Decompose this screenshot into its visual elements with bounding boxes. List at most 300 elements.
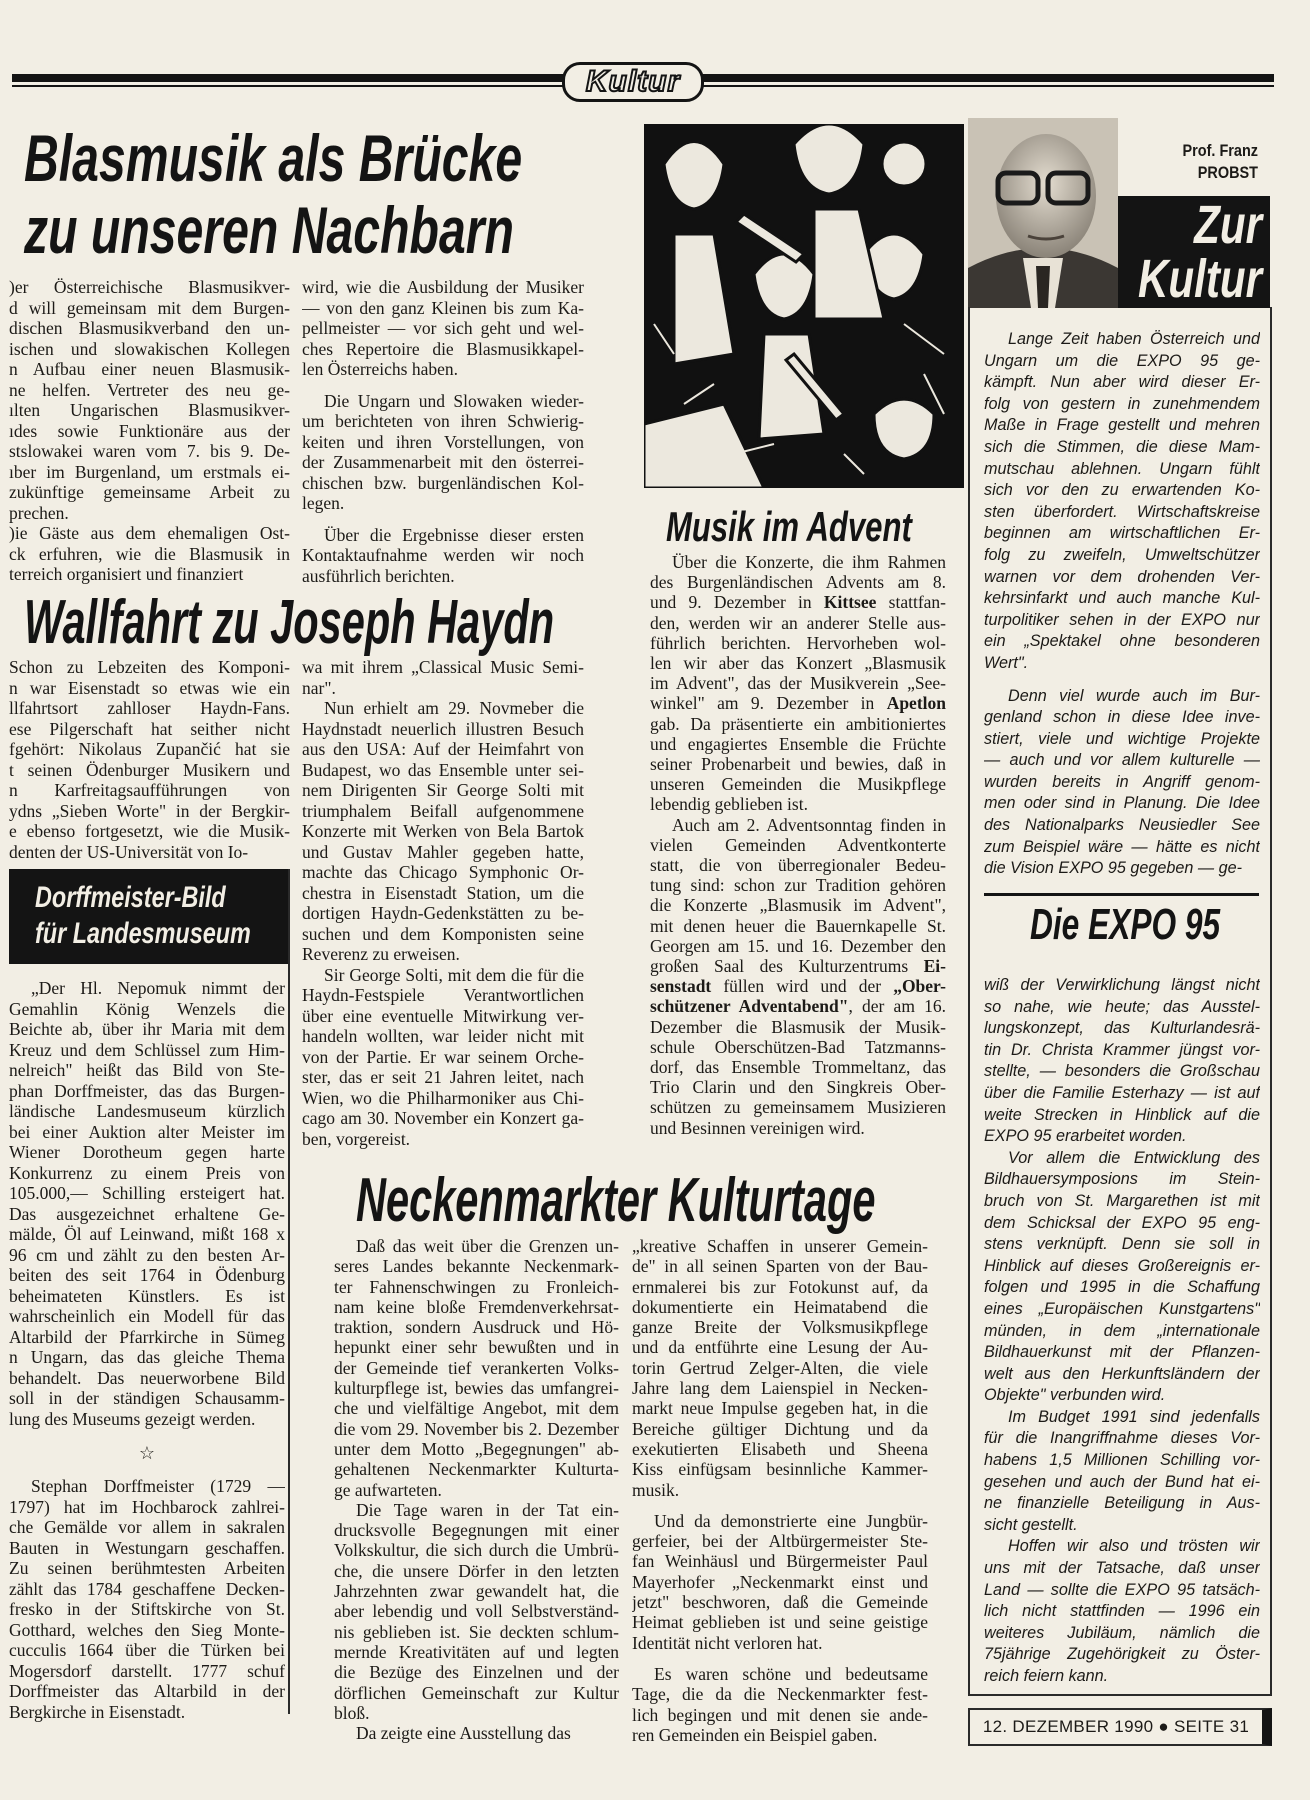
text-line: die Vision EXPO 95 gegeben — ge- <box>984 859 1242 878</box>
text-line: gerfeier, bei der Altbürgermeister Ste- <box>632 1531 928 1552</box>
text-line: bei einer Auktion alter Meister im <box>9 1121 285 1142</box>
text-line: n Aufbau einer neuen Blasmusik- <box>9 359 290 379</box>
paragraph <box>302 698 584 965</box>
text-line: behandelt. Das neuerworbene Bild <box>9 1367 285 1388</box>
bold-place-name: „Ober- <box>893 976 946 997</box>
text-line: cucculis 1664 über die Türken bei <box>9 1640 285 1660</box>
text-line: sicht gestellt. <box>984 1515 1078 1534</box>
text-line: che Gemälde vor allem in sakralen <box>9 1517 285 1537</box>
star-separator-icon: ☆ <box>138 1443 156 1463</box>
text-line: Kiss einfügsam besinnliche Kammer- <box>632 1459 928 1480</box>
wallfahrt-column-1 <box>9 657 290 862</box>
text-line: dorf, das Ensemble Trommeltanz, das <box>650 1057 946 1078</box>
text-line: n Ungarn, das das gleiche Thema <box>9 1347 285 1367</box>
text-line: Konkurrenz zu einem Preis von <box>9 1162 285 1183</box>
blasmusik-column-1 <box>9 277 290 585</box>
headline-line: Dorffmeister-Bild <box>35 881 226 914</box>
text-line: Stephan Dorffmeister (1729 — <box>31 1476 285 1496</box>
text-line: turpolitiker sehen in der EXPO nur <box>984 610 1260 629</box>
paragraph <box>984 686 1260 880</box>
text-line: nem Dirigenten Sir George Solti mit <box>302 780 584 800</box>
paragraph <box>334 1236 619 1500</box>
headline-dorffmeister <box>9 869 288 964</box>
headline-blasmusik <box>24 122 522 266</box>
text-line: Lange Zeit haben Österreich und <box>1008 330 1260 348</box>
text-line: Land — sollte die EXPO 95 tatsäch- <box>984 1580 1260 1599</box>
text-line: im Advent", das der Musikverein „See- <box>650 673 946 694</box>
dorffmeister-body <box>9 978 285 1722</box>
text-line: aus den USA: Auf der Heimfahrt von <box>302 739 584 759</box>
author-byline <box>1141 140 1258 184</box>
text-line: führlich berichten. Hervorheben wol- <box>650 632 946 653</box>
text-line: Vor allem die Entwicklung des <box>1008 1148 1260 1167</box>
text-line: Es waren schöne und bedeutsame <box>654 1663 928 1684</box>
text-line: jetzt" beschworen, daß die Gemeinde <box>632 1592 928 1613</box>
text-line: Bergkirche in Eisenstadt. <box>9 1701 186 1722</box>
text-line: warnen vor dem drohenden Ver- <box>984 567 1260 586</box>
headline-wallfahrt: Wallfahrt zu Joseph Haydn <box>24 588 555 657</box>
text-line: drucksvolle Begegnungen mit einer <box>334 1520 619 1541</box>
text-line: wird, wie die Ausbildung der Musiker <box>302 277 584 297</box>
text-line: Haydn-Festspiele Verantwortlichen <box>302 985 584 1005</box>
text-line: uns mit der Tatsache, daß unser <box>984 1559 1260 1578</box>
text-line: tin Dr. Christa Krammer jüngst vor- <box>984 1040 1260 1059</box>
text-line: Bereiche gültiger Dichtung und da <box>632 1418 928 1439</box>
text-line: Auch am 2. Adventsonntag finden in <box>672 814 946 835</box>
text-line: nelreich" heißt das Bild von Ste- <box>9 1060 285 1080</box>
text-line: ster, das er seit 21 Jahren leitet, nach <box>302 1067 584 1087</box>
text-line: die Konzerte „Blasmusik im Advent", <box>650 895 946 916</box>
text-line: Heimat geblieben ist und seine geistige <box>632 1612 928 1633</box>
text-line: chestra in Eisenstadt Station, um die <box>302 882 584 903</box>
text-line: bloß. <box>334 1702 370 1723</box>
text-line: Trio Clarin und den Singkreis Ober- <box>650 1077 946 1098</box>
text-line: folg von gestern in zunehmendem <box>984 394 1260 413</box>
text-line: ischen und slowakischen Kollegen <box>9 338 290 359</box>
text-line: sich die Stimmen, die diese Mam- <box>984 437 1260 456</box>
text-line: Gotthard, welches den Sieg Monte- <box>9 1619 285 1640</box>
text-line: 75jährige Zugehörigkeit zu Öster- <box>984 1645 1260 1664</box>
text-line: Beichte ab, über ihr Maria mit dem <box>9 1019 285 1039</box>
woodcut-musicians-image <box>644 124 964 488</box>
text-line: ydns „Sieben Worte" in der Bergkir- <box>9 800 290 821</box>
text-line: und 9. Dezember in Kittsee stattfan- <box>650 592 946 613</box>
text-line: fan Weinhäusl und Bürgermeister Paul <box>632 1551 928 1572</box>
paragraph <box>650 552 946 815</box>
text-line: wurden bereits in Angriff genom- <box>984 772 1260 791</box>
text-line: aber lebendig und voll Selbstverständ- <box>334 1601 619 1622</box>
text-line: Daß das weit über die Grenzen un- <box>356 1236 619 1256</box>
paragraph <box>9 523 290 585</box>
text-line: schützener Adventabend", der am 16. <box>650 996 946 1017</box>
text-line: prechen. <box>9 502 69 523</box>
bold-place-name: Apetlon <box>886 693 946 714</box>
paragraph <box>984 1536 1260 1687</box>
column-title-line: Zur <box>1194 195 1262 255</box>
headline-neckenmarkter: Neckenmarkter Kulturtage <box>356 1166 876 1235</box>
text-line: schützen zu gemeinsamem Musizieren <box>650 1097 946 1118</box>
paragraph <box>302 525 584 587</box>
paragraph <box>650 815 946 1138</box>
headline-line: für Landesmuseum <box>35 917 251 950</box>
bold-place-name: Kittsee <box>823 592 877 613</box>
text-line: tung sind: schon zur Tradition gehören <box>650 875 946 896</box>
headline-line: Blasmusik als Brücke <box>24 121 523 195</box>
paragraph <box>9 1476 285 1722</box>
text-line: ge aufwarteten. <box>334 1479 442 1500</box>
text-line: Wert". <box>984 653 1029 672</box>
text-line: Nun erhielt am 29. Novmeber die <box>324 698 584 718</box>
section-logo <box>562 62 704 102</box>
text-line: ne helfen. Vertreter des neu ge- <box>9 379 290 400</box>
text-line: wahrscheinlich ein Modell für das <box>9 1306 285 1326</box>
text-line: ıber im Burgenland, um erstmals ei- <box>9 461 290 482</box>
text-line: ck erfuhren, wie die Blasmusik in <box>9 543 290 564</box>
paragraph <box>302 277 584 380</box>
text-line: Schon zu Lebzeiten des Komponi- <box>9 657 290 677</box>
text-line: lebendig geblieben ist. <box>650 794 808 815</box>
text-line: hepunkt einer sehr bewußten und in <box>334 1337 619 1358</box>
text-line: legen. <box>302 493 345 513</box>
text-line: für die Inangriffnahme dieses Vor- <box>984 1429 1260 1448</box>
bold-place-name: Ei- <box>923 956 946 977</box>
text-line: um berichteten von ihren Schwierig- <box>302 411 584 431</box>
text-line: dischen Blasmusikverband den un- <box>9 318 290 338</box>
text-line: men oder sind in Planung. Die Idee <box>984 794 1260 813</box>
text-line: dörflichen Gemeinschaft zur Kultur <box>334 1682 619 1703</box>
text-line: Bildhauerkunst mit der Pflanzen- <box>984 1343 1260 1362</box>
paragraph <box>9 277 290 523</box>
text-line: gesehen und auch der Bund hat ei- <box>984 1472 1260 1491</box>
text-line: fgehört: Nikolaus Zupančić hat sie <box>9 739 290 759</box>
text-line: lungskonzept, das Kulturlandesrä- <box>984 1019 1260 1038</box>
paragraph <box>302 391 584 514</box>
text-line: winkel" am 9. Dezember in Apetlon <box>650 693 946 714</box>
text-line: über die Familie Esterhazy — ist auf <box>984 1083 1260 1102</box>
text-line: beiten des seit 1764 in Ödenburg <box>9 1265 285 1285</box>
paragraph <box>334 1500 619 1723</box>
text-line: Die Tage waren in der Tat ein- <box>356 1499 619 1520</box>
text-line: n Karfreitagsaufführungen von <box>9 780 290 800</box>
text-line: eines „Europäischen Kunstgartens" <box>984 1299 1260 1318</box>
paragraph <box>984 975 1260 1148</box>
text-line: so nahe, wie heute; das Ausstel- <box>984 997 1260 1016</box>
text-line: beheimateten Künstlers. Es ist <box>9 1285 285 1306</box>
text-line: ein „Spektakel ohne besonderen <box>984 632 1260 651</box>
text-line: Dorffmeister das Altarbild in der <box>9 1681 285 1701</box>
text-line: Denn viel wurde auch im Bur- <box>1008 686 1260 705</box>
text-line: von der Partie. Er war seinem Orche- <box>302 1046 584 1067</box>
bold-place-name: schützener Adventabend" <box>650 996 849 1017</box>
text-line: ländische Landesmuseum kürzlich <box>9 1101 285 1121</box>
author-portrait-photo <box>968 118 1118 308</box>
text-line: torin Gertrud Zelger-Alten, die viele <box>632 1357 928 1378</box>
text-line: mit denen heuer die Bauernkapelle St. <box>650 915 946 936</box>
paragraph <box>9 657 290 862</box>
paragraph <box>984 329 1260 675</box>
text-line: Ungarn um die EXPO 95 ge- <box>984 351 1260 370</box>
text-line: ernmalerei bis zur Fotokunst auf, da <box>632 1276 928 1297</box>
text-line: „kreative Schaffen in unserer Gemein- <box>632 1236 928 1256</box>
paragraph <box>302 965 584 1150</box>
text-line: über eine eventuelle Mitwirkung ver- <box>302 1005 584 1026</box>
text-line: triumphalem Beifall aufgenommene <box>302 800 584 821</box>
text-line: sten überfordert. Wirtschaftskreise <box>984 502 1260 521</box>
text-line: Bildhauersymposions im Stein- <box>984 1170 1260 1189</box>
text-line: Wien, wo die Philharmoniker aus Chi- <box>302 1087 584 1108</box>
text-line: len Österreichs haben. <box>302 359 458 379</box>
text-line: beginnen am wirtschaftlichen Er- <box>984 524 1260 543</box>
text-line: schule Oberschützen-Bad Tatzmanns- <box>650 1036 946 1057</box>
text-line: ılten Ungarischen Blasmusikver- <box>9 400 290 420</box>
text-line: markt neue Impulse gegeben hat, in die <box>632 1398 928 1419</box>
text-line: münden, in dem „internationale <box>984 1321 1260 1340</box>
text-line: Reverenz zu erweisen. <box>302 944 460 964</box>
text-line: reich feiern kann. <box>984 1667 1109 1685</box>
text-line: Gemahlin König Wenzels die <box>9 998 285 1019</box>
text-line: Wiener Dorotheum gegen harte <box>9 1142 285 1162</box>
text-line: d will gemeinsam mit dem Burgen- <box>9 297 290 318</box>
text-line: handeln wollten, war leider nicht mit <box>302 1026 584 1046</box>
column-divider <box>288 869 290 1714</box>
text-line: folg zu zweifeln, Umweltschützer <box>984 545 1260 564</box>
text-line: dem Schicksal der EXPO 95 eng- <box>984 1213 1260 1232</box>
text-line: fresko in der Stiftskirche von St. <box>9 1599 285 1619</box>
text-line: — von den ganz Kleinen bis zum Ka- <box>302 297 584 318</box>
headline-musik-im-advent: Musik im Advent <box>666 503 912 550</box>
text-line: exekutierten Elisabeth und Sheena <box>632 1438 928 1459</box>
text-line: Mayerhofer „Neckenmarkt einst und <box>632 1571 928 1592</box>
text-line: seiner Probenarbeit und bewies, daß in <box>650 754 946 775</box>
text-line: terreich organisiert und finanziert <box>9 564 244 584</box>
text-line: lich nicht stattfinden — 1996 ein <box>984 1602 1260 1621</box>
author-surname: PROBST <box>1197 163 1258 182</box>
text-line: welt aus den Herkunftsländern der <box>984 1364 1260 1383</box>
text-line: mälde, Öl auf Leinwand, mißt 168 x <box>9 1224 285 1244</box>
text-line: genland schon in diese Idee inve- <box>984 708 1260 727</box>
text-line: Jahre lang dem Laienspiel in Necken- <box>632 1378 928 1399</box>
text-line: machte das Chicago Symphonic Or- <box>302 862 584 882</box>
text-line: mernde Kreativitäten auf und legten <box>334 1641 619 1662</box>
text-line: lich begingen und mit denen sie ande- <box>632 1704 928 1725</box>
subheading-rule <box>984 893 1259 896</box>
text-line: t seinen Ödenburger Musikern und <box>9 759 290 780</box>
author-title-name: Prof. Franz <box>1182 141 1258 160</box>
text-line: vielen Gemeinden Adventkonterte <box>650 834 946 855</box>
text-line: cago am 30. November ein Konzert ga- <box>302 1108 584 1128</box>
text-line: ren Gemeinden ein Beispiel gaben. <box>632 1724 878 1745</box>
text-line: de" in all seinen Sparten von der Bau- <box>632 1256 928 1277</box>
page-footer-date-page: 12. DEZEMBER 1990 ● SEITE 31 <box>968 1708 1272 1746</box>
dorffmeister-text-before <box>9 978 285 1429</box>
text-line: EXPO 95 erarbeitet worden. <box>984 1127 1187 1146</box>
text-line: der Zusammenarbeit mit den österrei- <box>302 452 584 472</box>
text-line: kehrsinfarkt und auch manche Kul- <box>984 589 1260 608</box>
text-line: 1797) hat im Hochbarock zahlrei- <box>9 1496 285 1517</box>
commentary-text-bottom <box>984 975 1260 1688</box>
text-line: )er Österreichische Blasmusikver- <box>9 277 290 297</box>
text-line: kämpft. Nun aber wird dieser Er- <box>984 373 1260 392</box>
portrait-image <box>968 118 1118 308</box>
text-line: Dezember die Blasmusik der Musik- <box>650 1016 946 1037</box>
text-line: — auch und vor allem kulturelle — <box>984 751 1260 770</box>
text-line: nar". <box>302 677 336 698</box>
text-line: gehaltenen Neckenmarkter Kulturta- <box>334 1459 619 1480</box>
text-line: llfahrtsort zahlloser Haydn-Fans. <box>9 698 290 718</box>
text-line: denten der US-Universität von Io- <box>9 841 249 862</box>
headline-line: zu unseren Nachbarn <box>24 193 514 267</box>
text-line: stellte, — besonders die Großschau <box>984 1062 1260 1081</box>
text-line: traktion, sondern Ausdruck und Hö- <box>334 1317 619 1338</box>
text-line: nis geblieben ist. Sie deckten schlum- <box>334 1621 619 1642</box>
text-line: seres Landes bekannte Neckenmark- <box>334 1256 619 1277</box>
text-line: Georgen am 15. und 16. Dezember den <box>650 935 946 956</box>
text-line: 105.000,— Schilling ersteigert hat. <box>9 1183 285 1203</box>
text-line: Haydnstadt neuerlich illustren Besuch <box>302 718 584 739</box>
text-line: folgen und 1995 in die Schaffung <box>984 1278 1260 1297</box>
text-line: nam keine bloße Fremdenverkehrsat- <box>334 1296 619 1317</box>
text-line: ches Repertoire die Blasmusikkapel- <box>302 338 584 359</box>
text-line: wiß der Verwirklichung längst nicht <box>984 976 1260 994</box>
text-line: des Nationalparks Neusiedler See <box>984 816 1260 835</box>
text-line: und da entführte eine Lesung der Au- <box>632 1337 928 1358</box>
text-line: dokumentierte ein Heimatabend die <box>632 1296 928 1317</box>
text-line: und Gustav Mahler gegeben hatte, <box>302 841 584 862</box>
paragraph <box>632 1511 928 1653</box>
dorffmeister-text-after <box>9 1476 285 1722</box>
advent-text <box>650 552 946 1138</box>
text-line: ben, vorgereist. <box>302 1128 411 1149</box>
text-line: Objekte" verbunden wird. <box>984 1386 1166 1405</box>
text-line: Bauten in Westungarn geschaffen. <box>9 1537 285 1558</box>
text-line: stiert, viele und wichtige Projekte <box>984 729 1260 748</box>
advent-illustration <box>644 124 964 488</box>
paragraph <box>9 978 285 1429</box>
text-line: statt, die von überregionaler Bedeu- <box>650 855 946 876</box>
text-line: phan Dorffmeister, das das Burgen- <box>9 1080 285 1101</box>
text-line: und engagiertes Ensemble die Früchte <box>650 733 946 754</box>
section-logo-text: Kultur <box>585 65 681 98</box>
text-line: Da zeigte eine Ausstellung das <box>356 1723 571 1744</box>
text-line: wa mit ihrem „Classical Music Semi- <box>302 657 584 677</box>
text-line: bruch von St. Margarethen ist mit <box>984 1191 1260 1210</box>
text-line: Identität nicht verloren hat. <box>632 1632 823 1653</box>
text-line: sich vor den zu erwartenden Ko- <box>984 481 1260 500</box>
blasmusik-column-2 <box>302 277 584 586</box>
text-line: 96 cm und zählt zu den besten Ar- <box>9 1244 285 1265</box>
text-line: Die Ungarn und Slowaken wieder- <box>324 390 584 411</box>
text-line: Hoffen wir also und trösten wir <box>1008 1537 1260 1556</box>
text-line: unter dem Motto „Begegnungen" ab- <box>334 1438 619 1459</box>
text-line: Sir George Solti, mit dem die für die <box>324 964 584 985</box>
paragraph <box>984 1148 1260 1407</box>
text-line: unseren Gemeinden die Musikpflege <box>650 774 946 795</box>
text-line: Kontaktaufnahme werden wir noch <box>302 545 584 565</box>
text-line: e ebenso fortgesetzt, wie die Musik- <box>9 821 290 841</box>
text-line: Kreuz und dem Schlüssel zum Him- <box>9 1039 285 1060</box>
column-title-line: Kultur <box>1138 249 1262 309</box>
text-line: keiten und ihren Vorstellungen, von <box>302 431 584 452</box>
text-line: che und vielfältige Angebot, mit dem <box>334 1398 619 1419</box>
text-line: Jahrzehnten zwar gewandelt hat, die <box>334 1581 619 1602</box>
text-line: )ie Gäste aus dem ehemaligen Ost- <box>9 523 290 543</box>
text-line: ganze Breite der Volksmusikpflege <box>632 1317 928 1338</box>
text-line: Über die Konzerte, die ihm Rahmen <box>672 552 946 572</box>
text-line: Über die Ergebnisse dieser ersten <box>324 524 584 545</box>
bold-place-name: senstadt <box>650 976 712 997</box>
column-title <box>1138 195 1262 309</box>
text-line: Altarbild der Pfarrkirche in Sümeg <box>9 1326 285 1347</box>
text-line: weiteres Jubiläum, nämlich die <box>984 1623 1260 1642</box>
text-line: habens 1,5 Millionen Schilling vor- <box>984 1451 1260 1470</box>
text-line: len wir aber das Konzert „Blasmusik <box>650 653 946 674</box>
text-line: Budapest, wo das Ensemble unter sei- <box>302 759 584 780</box>
text-line: suchen und dem Komponisten seine <box>302 923 584 944</box>
text-line: pellmeister — vor sich geht und wel- <box>302 318 584 338</box>
text-line: ne finanzielle Beteiligung in Aus- <box>984 1494 1260 1513</box>
text-line: „Der Hl. Nepomuk nimmt der <box>31 978 285 998</box>
text-line: soll in der ständigen Schausamm- <box>9 1388 285 1408</box>
text-line: mutschau ablehnen. Ungarn fühlt <box>984 459 1260 478</box>
text-line: kulturpflege ist, bewies das umfangrei- <box>334 1378 619 1399</box>
text-line: che, die unsere Dörfer in den letzten <box>334 1560 619 1581</box>
text-line: Maße in Frage gestellt und mehren <box>984 416 1260 435</box>
text-line: den, werden wir an anderer Stelle aus- <box>650 612 946 633</box>
text-line: ıdes sowie Funktionäre aus der <box>9 420 290 441</box>
paragraph <box>984 1407 1260 1537</box>
text-line: Und da demonstrierte eine Jungbür- <box>654 1510 928 1531</box>
text-line: senstadt füllen wird und der „Ober- <box>650 976 946 997</box>
text-line: Tage, die da die Neckenmarkter fest- <box>632 1684 928 1705</box>
text-line: zählt das 1784 geschaffene Decken- <box>9 1578 285 1599</box>
text-line: des Burgenländischen Advents am 8. <box>650 572 946 593</box>
text-line: musik. <box>632 1479 680 1500</box>
text-line: die vom 29. November bis 2. Dezember <box>334 1418 619 1439</box>
text-line: Volkskultur, die sich durch die Umbrü- <box>334 1540 619 1561</box>
text-line: stslowakei waren vom 7. bis 9. De- <box>9 441 290 461</box>
text-line: Hinblick auf dieses Großereignis er- <box>984 1256 1260 1275</box>
text-line: weite Strecken in Hinblick auf die <box>984 1105 1260 1124</box>
commentary-text-top <box>984 329 1260 880</box>
text-line: stens verknüpft. Denn sie soll in <box>984 1235 1260 1254</box>
wallfahrt-column-2 <box>302 657 584 1149</box>
text-line: gab. Da präsentierte ein ambitioniertes <box>650 713 946 734</box>
text-line: lung des Museums gezeigt werden. <box>9 1408 256 1429</box>
text-line: zukünftige gemeinsame Arbeit zu <box>9 482 290 502</box>
paragraph <box>632 1664 928 1745</box>
neckenmarkt-column-1 <box>334 1236 619 1743</box>
text-line: ter Fahnenschwingen zu Fronleich- <box>334 1276 619 1297</box>
text-line: Zu seinen berühmtesten Arbeiten <box>9 1558 285 1578</box>
subheading-expo-95: Die EXPO 95 <box>1030 900 1221 949</box>
paragraph <box>334 1723 619 1743</box>
text-line: n war Eisenstadt so etwas wie ein <box>9 677 290 698</box>
text-line: großen Saal des Kulturzentrums Ei- <box>650 956 946 977</box>
text-line: ausführlich berichten. <box>302 565 455 586</box>
text-line: Das ausgezeichnet erhaltene Ge- <box>9 1203 285 1224</box>
text-line: dortigen Haydn-Gedenkstätten zu be- <box>302 903 584 923</box>
paragraph <box>302 657 584 698</box>
text-line: der Gemeinde tief verankerten Volks- <box>334 1357 619 1378</box>
column-title-box <box>1118 196 1270 308</box>
text-line: Konzerte mit Werken von Bela Bartok <box>302 821 584 841</box>
text-line: die Bezüge des Einzelnen und der <box>334 1662 619 1683</box>
text-line: und Besinnen vereinigen wird. <box>650 1117 865 1138</box>
neckenmarkt-column-2 <box>632 1236 928 1745</box>
text-line: zum Beispiel wäre — hätte es nicht <box>984 837 1260 856</box>
text-line: Im Budget 1991 sind jedenfalls <box>1008 1407 1260 1426</box>
text-line: chischen bzw. burgenländischen Kol- <box>302 472 584 493</box>
